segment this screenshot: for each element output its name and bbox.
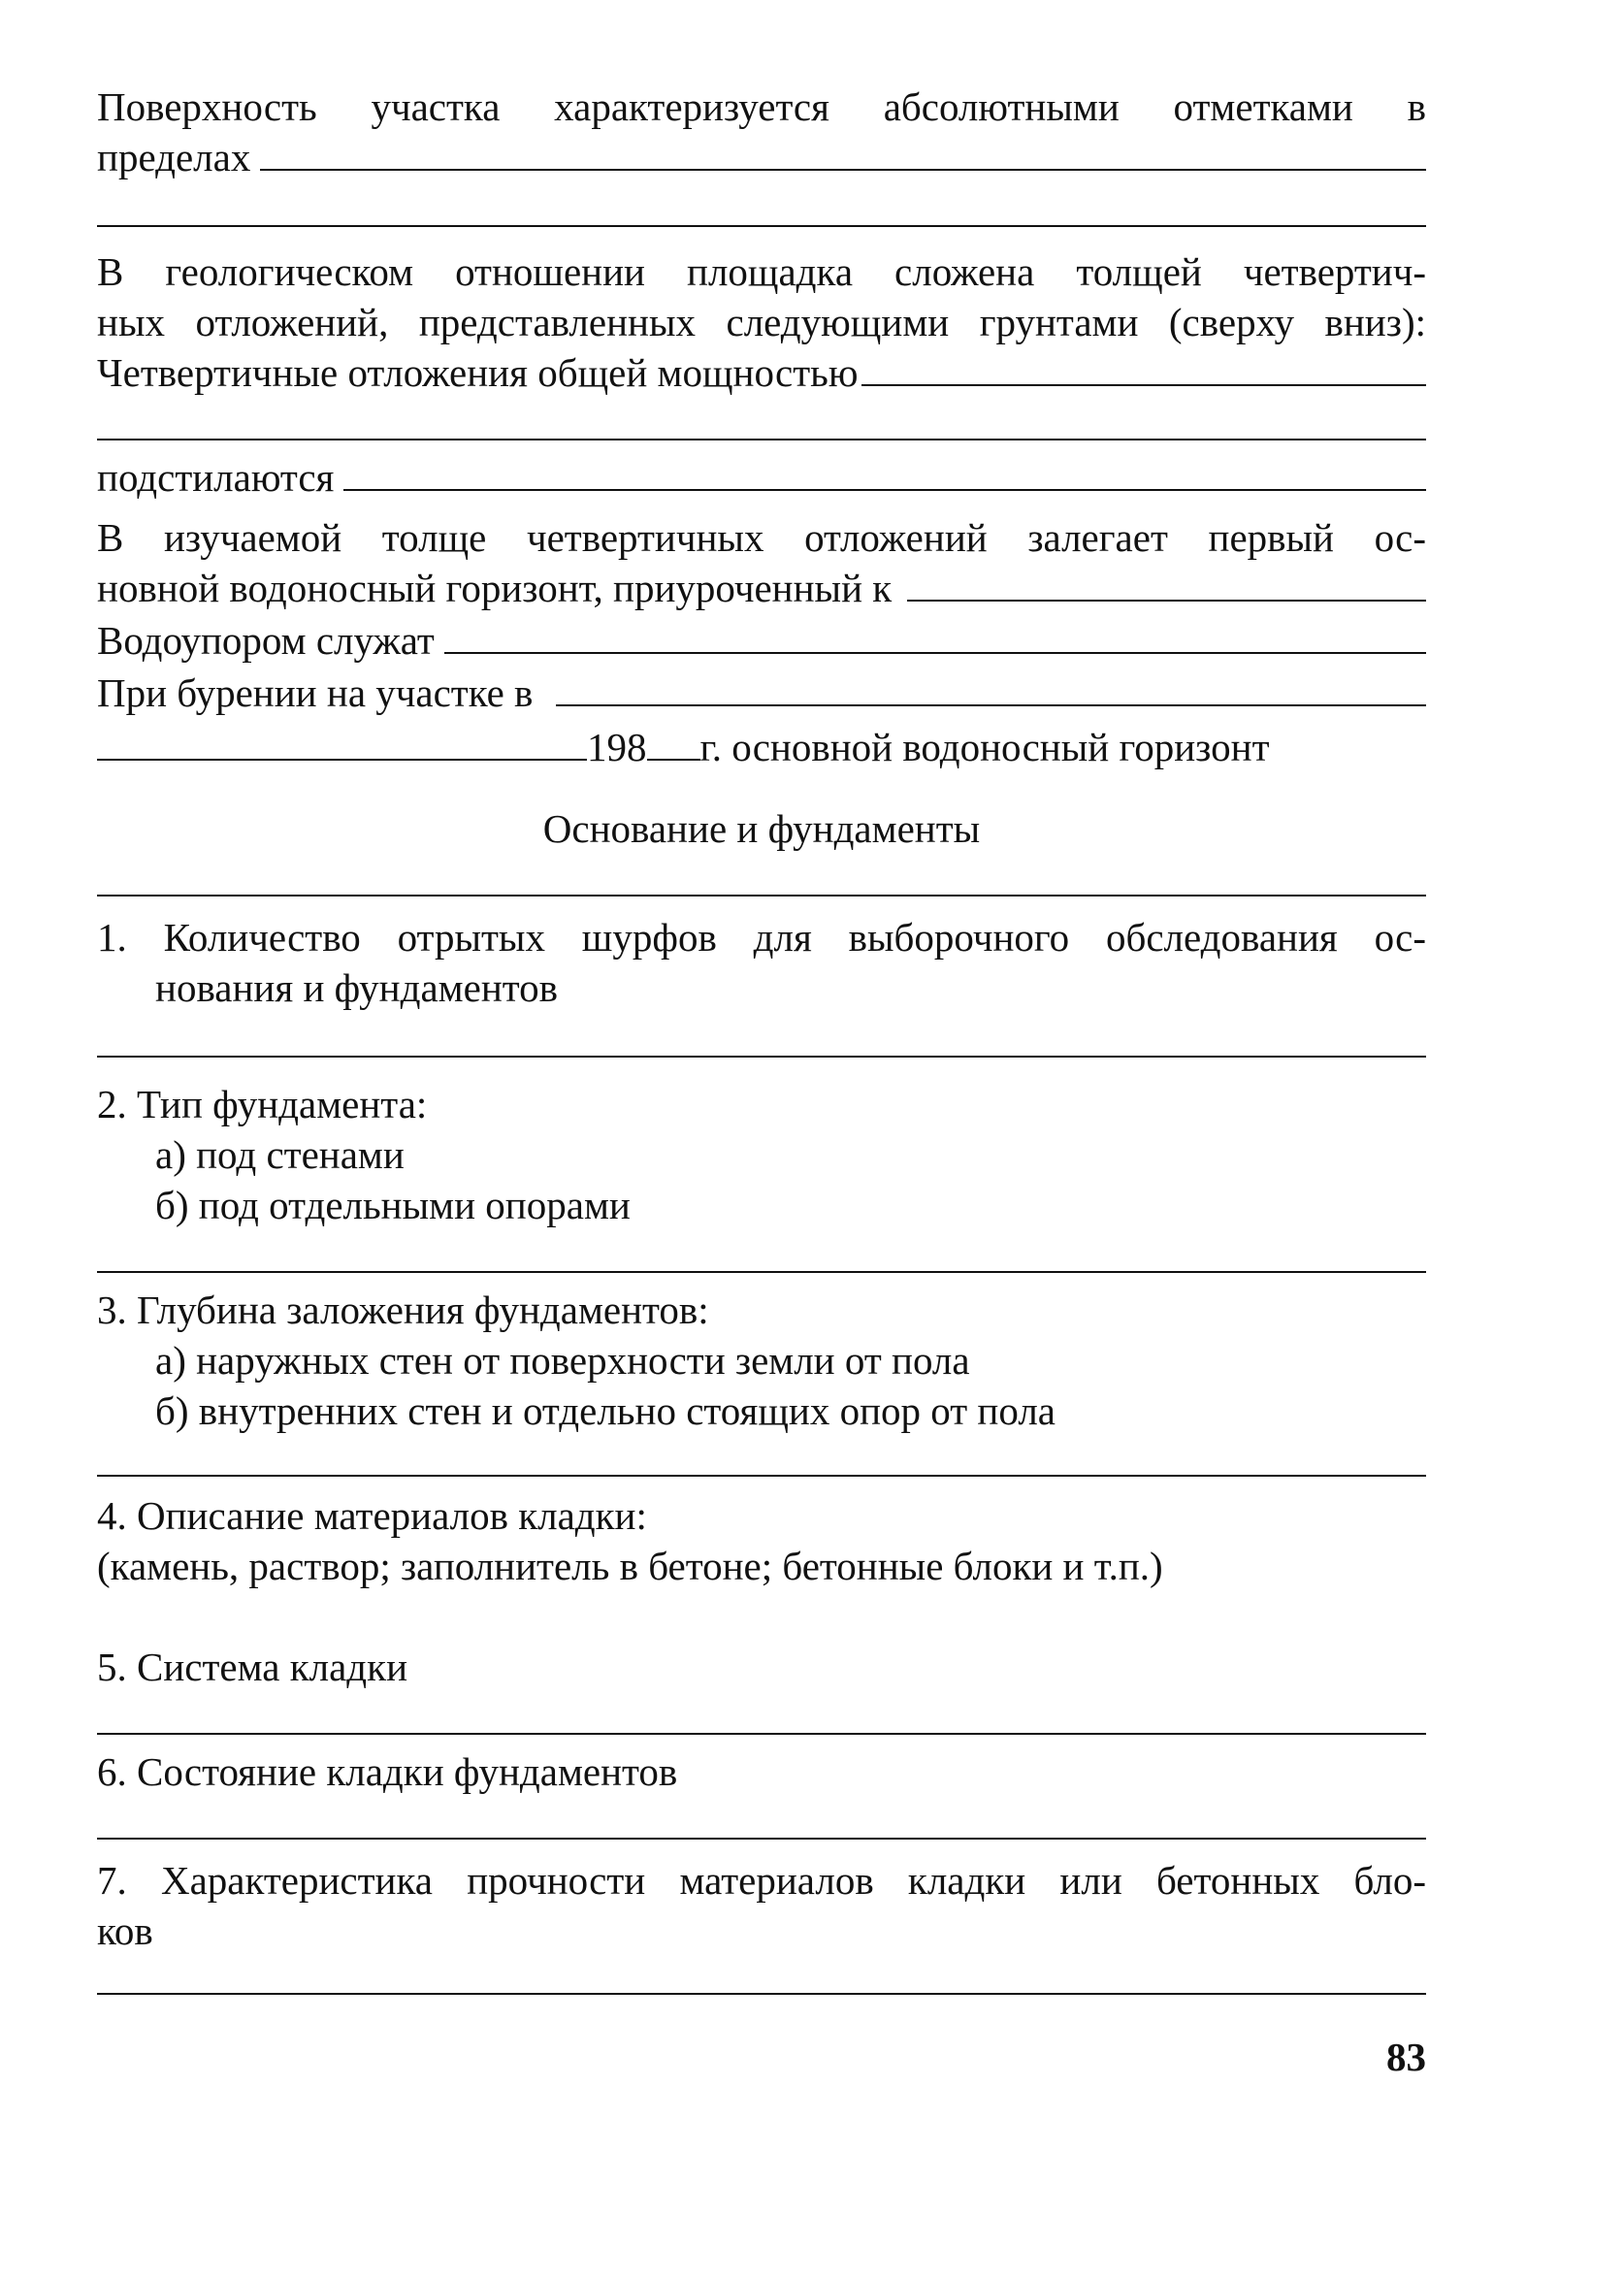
item4-title: 4. Описание материалов кладки:: [97, 1493, 647, 1538]
geology-line-2: ных отложений, представленных следующими грунтами (сверху вниз):: [97, 300, 1426, 344]
item1-line-1: 1. Количество отрытых шурфов для выборочного обследования ос-: [97, 915, 1426, 960]
underlain-field[interactable]: [343, 460, 1426, 491]
item5-title: 5. Система кладки: [97, 1645, 408, 1689]
surface-line-1: Поверхность участка характеризуется абсолютными отметками в: [97, 84, 1426, 129]
drilling-year-suffix: г. основной водоносный горизонт: [699, 725, 1270, 769]
item6-blank-line[interactable]: [97, 1838, 1426, 1840]
drilling-year: 198: [587, 725, 647, 769]
item4-note: (камень, раствор; заполнитель в бетоне; бетонные блоки и т.п.): [97, 1544, 1163, 1588]
underlain-label: подстилаются: [97, 455, 335, 500]
aquifer-line-1: В изучаемой толще четвертичных отложений залегает первый ос-: [97, 515, 1426, 560]
item2-a: а) под стенами: [155, 1132, 405, 1177]
surface-line-2: [97, 132, 1426, 182]
aquifer-field[interactable]: [907, 570, 1426, 602]
drilling-line-2: [97, 722, 1426, 772]
aquifer-line-2: [97, 563, 1426, 613]
item3-title: 3. Глубина заложения фундаментов:: [97, 1288, 709, 1332]
aquitard-label: Водоупором служат: [97, 618, 435, 663]
item1-line-2: нования и фундаментов: [155, 965, 559, 1010]
page-number: 83: [1386, 2035, 1426, 2079]
geology-blank-line[interactable]: [97, 439, 1426, 440]
underlain-line: [97, 452, 1426, 503]
aquitard-line: [97, 615, 1426, 666]
drilling-year-field[interactable]: [647, 730, 700, 761]
surface-elevation-field[interactable]: [260, 140, 1426, 171]
item3-b: б) внутренних стен и отдельно стоящих опор от пола: [155, 1388, 1056, 1433]
surface-label: пределах: [97, 135, 251, 179]
drilling-label: При бурении на участке в: [97, 670, 534, 715]
drilling-line-1: [97, 668, 1426, 718]
section-title: Основание и фундаменты: [542, 806, 981, 851]
surface-blank-line[interactable]: [97, 225, 1426, 227]
drilling-place-field[interactable]: [556, 675, 1426, 706]
item1-blank-line[interactable]: [97, 1056, 1426, 1058]
item2-title: 2. Тип фундамента:: [97, 1082, 428, 1126]
item2-blank-line[interactable]: [97, 1271, 1426, 1273]
item3-a: а) наружных стен от поверхности земли от пола: [155, 1338, 970, 1383]
aquifer-label: новной водоносный горизонт, приуроченный к: [97, 566, 893, 610]
item2-b: б) под отдельными опорами: [155, 1183, 631, 1227]
aquitard-field[interactable]: [444, 623, 1426, 654]
item7-line-1: 7. Характеристика прочности материалов кладки или бетонных бло-: [97, 1858, 1426, 1903]
geology-line-1: В геологическом отношении площадка сложена толщей четвертич-: [97, 249, 1426, 294]
geology-thickness-label: Четвертичные отложения общей мощностью: [97, 350, 859, 395]
drilling-date-field[interactable]: [97, 730, 587, 761]
quaternary-thickness-field[interactable]: [861, 355, 1426, 386]
item7-line-2: ков: [97, 1908, 153, 1953]
geology-line-3: [97, 347, 1426, 398]
item6-title: 6. Состояние кладки фундаментов: [97, 1749, 678, 1794]
item5-blank-line[interactable]: [97, 1733, 1426, 1735]
section-rule: [97, 895, 1426, 896]
item3-blank-line[interactable]: [97, 1475, 1426, 1477]
item7-blank-line[interactable]: [97, 1993, 1426, 1995]
